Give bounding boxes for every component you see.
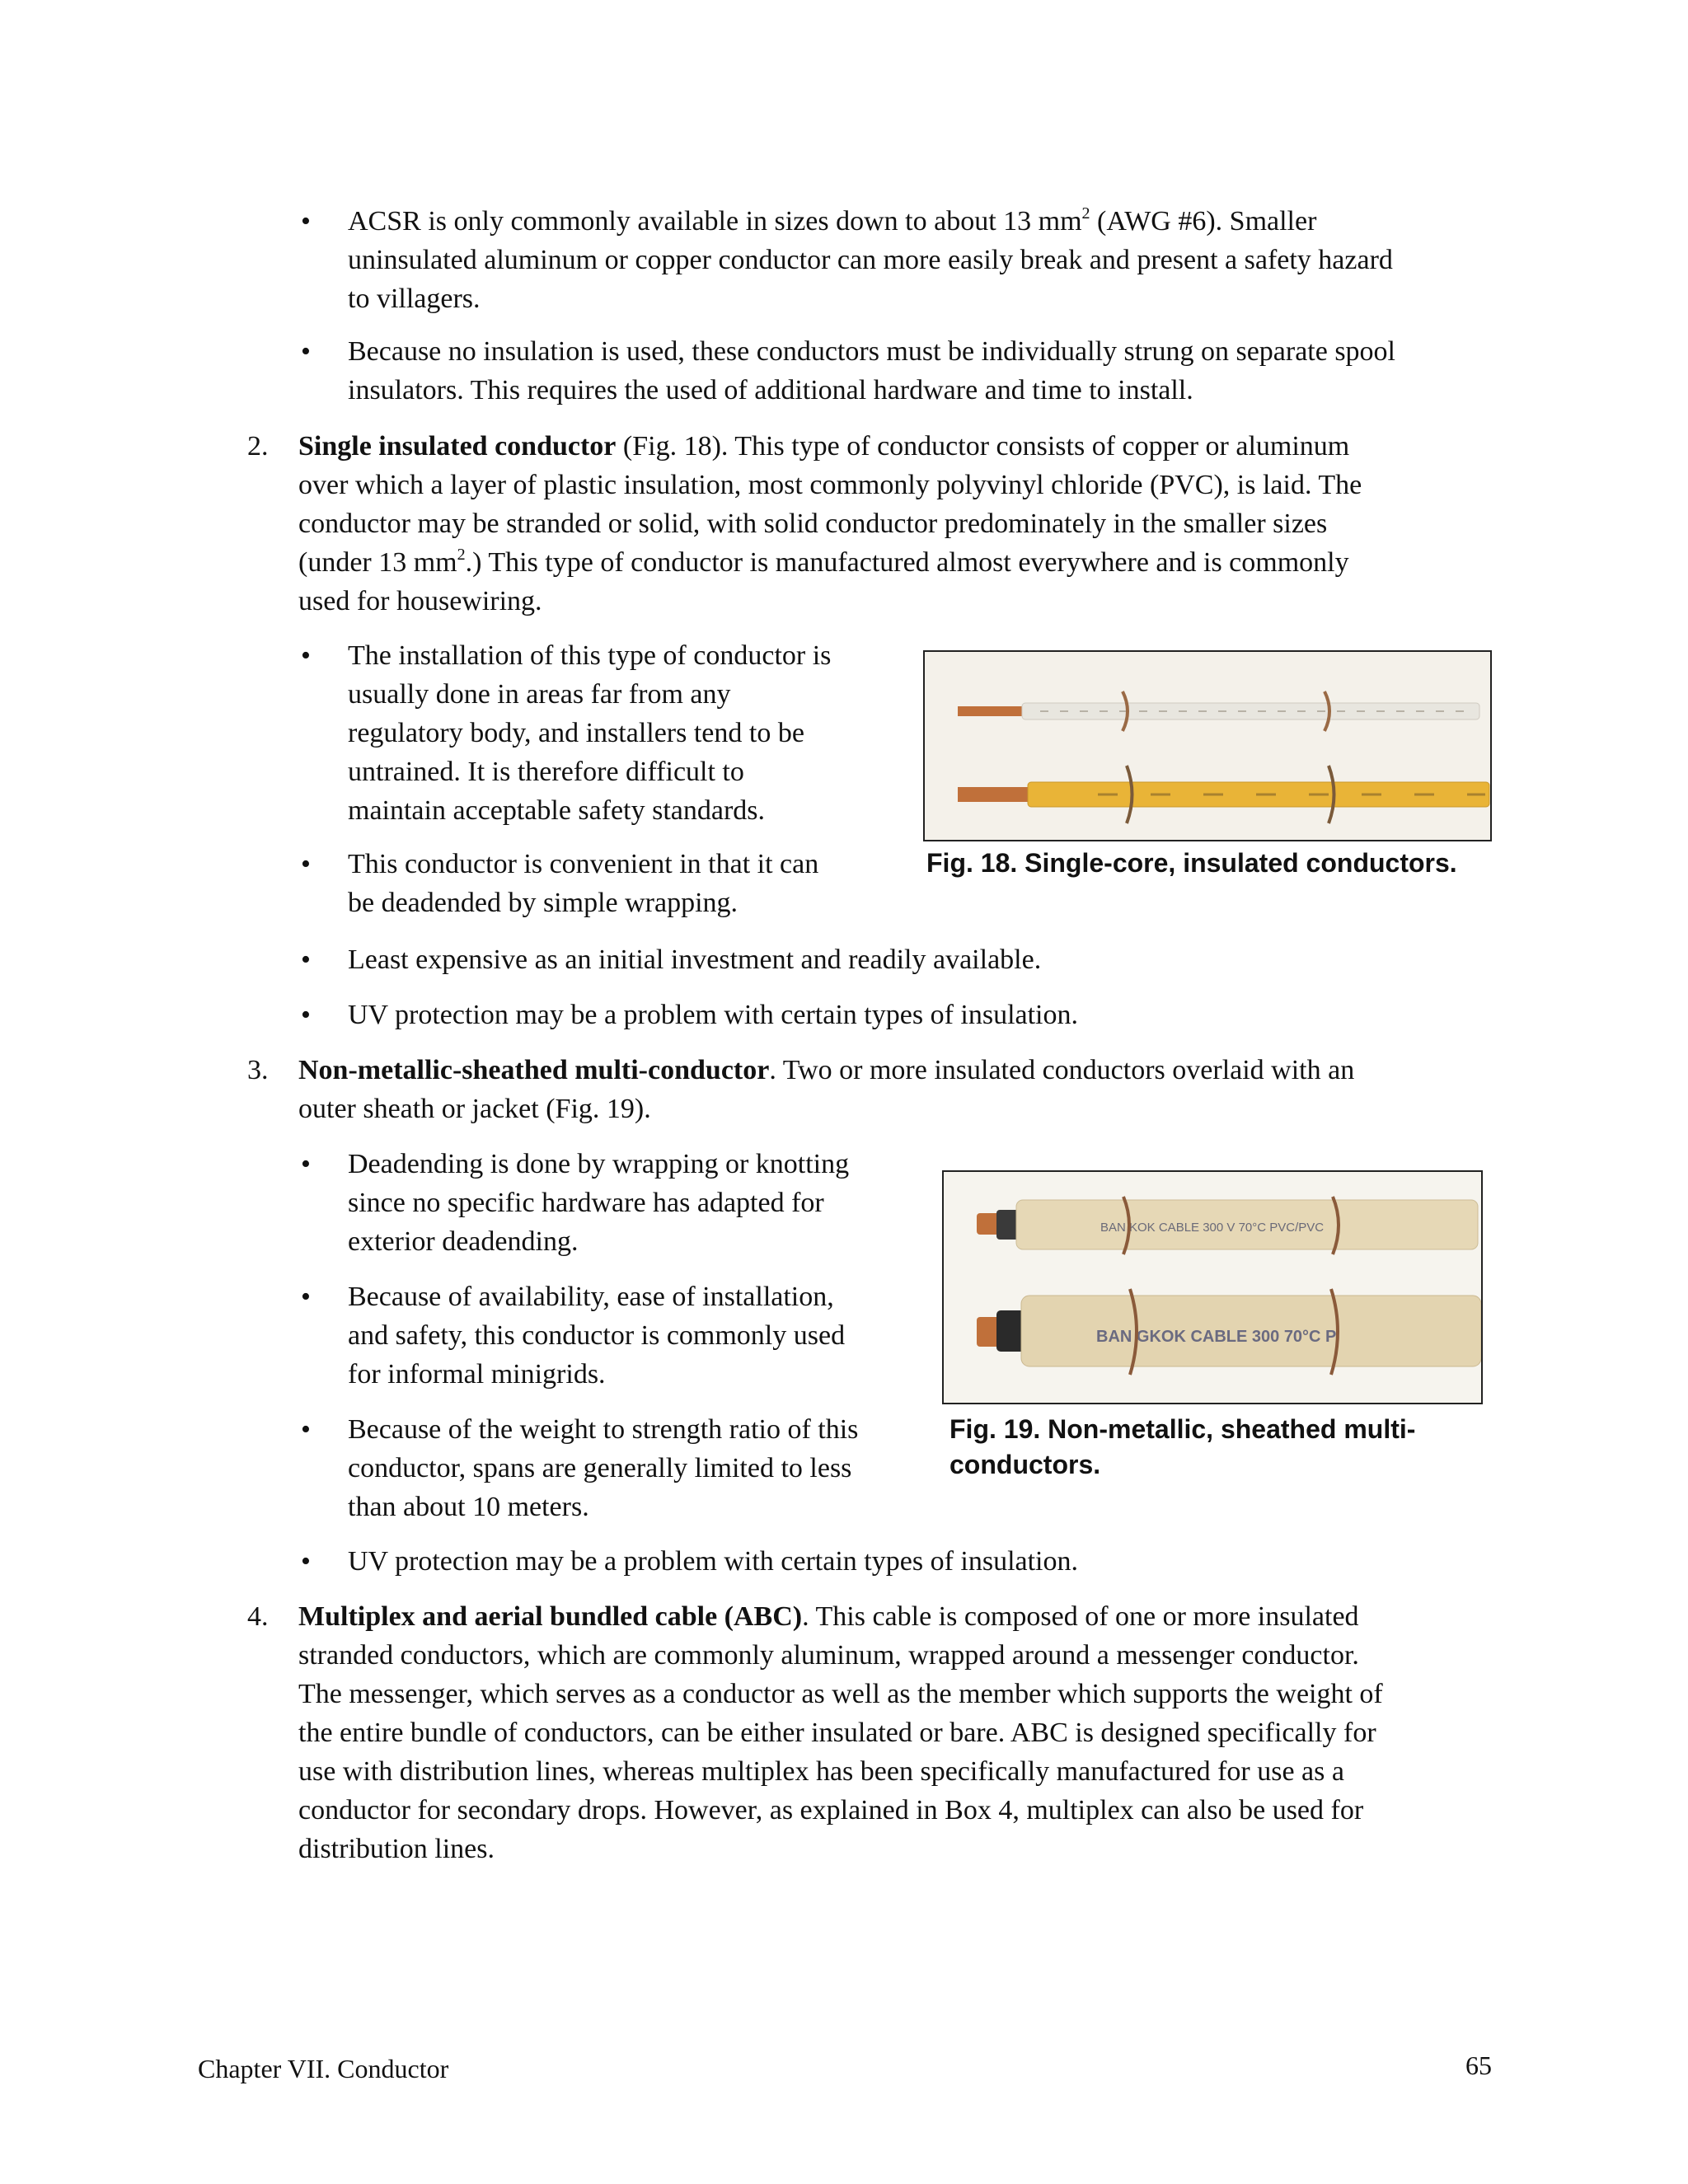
superscript: 2: [1081, 204, 1090, 223]
bullet-uv-1: [301, 996, 1496, 1034]
bullet-text: The installation of this type of conductor is: [348, 640, 832, 671]
item-text: the entire bundle of conductors, can be either insulated or bare. ABC is designed specifically for: [298, 1718, 1376, 1748]
bullet-glyph: •: [301, 206, 311, 237]
bullet-text: UV protection may be a problem with certain types of insulation.: [348, 1546, 1078, 1577]
cable-print-top: BAN KOK CABLE 300 V 70°C PVC/PVC: [1100, 1221, 1325, 1235]
bullet-glyph: •: [301, 1414, 311, 1445]
bullet-least-expensive: [301, 940, 1496, 979]
bullet-glyph: •: [301, 640, 311, 671]
bullet-weight: [301, 1410, 927, 1526]
bullet-text: uninsulated aluminum or copper conductor can more easily break and present a safety hazard: [348, 245, 1393, 275]
item-text: (Fig. 18). This type of conductor consists of copper or aluminum: [616, 431, 1350, 462]
item-text: outer sheath or jacket (Fig. 19).: [298, 1094, 651, 1124]
bullet-glyph: •: [301, 1000, 311, 1030]
item-text: . Two or more insulated conductors overlaid with an: [769, 1055, 1355, 1085]
bullet-text: for informal minigrids.: [348, 1359, 606, 1390]
superscript: 2: [457, 545, 466, 564]
caption-line: Fig. 19. Non-metallic, sheathed multi-: [950, 1414, 1416, 1444]
bullet-glyph: •: [301, 1149, 311, 1179]
bullet-deadending: [301, 1145, 903, 1261]
bullet-acsr: [301, 202, 1496, 318]
bullet-text: Because no insulation is used, these conductors must be individually strung on separate spool: [348, 336, 1395, 367]
list-item-4: [247, 1597, 1500, 1868]
bullet-availability: [301, 1277, 903, 1394]
item-text: . This cable is composed of one or more insulated: [802, 1601, 1359, 1632]
bullet-text: usually done in areas far from any: [348, 679, 731, 710]
item-title: Single insulated conductor: [298, 431, 617, 462]
item-text: over which a layer of plastic insulation, most commonly polyvinyl chloride (PVC), is laid. The: [298, 470, 1362, 500]
bullet-text: conductor, spans are generally limited to less: [348, 1453, 852, 1483]
bullet-no-insulation: [301, 332, 1496, 410]
figure-19-caption: [950, 1412, 1493, 1483]
bullet-text: Deadending is done by wrapping or knotting: [348, 1149, 850, 1179]
figure-19-image: [942, 1170, 1483, 1404]
bullet-installation: [301, 636, 894, 830]
bullet-glyph: •: [301, 336, 311, 367]
item-text: used for housewiring.: [298, 586, 542, 616]
bullet-text: than about 10 meters.: [348, 1492, 589, 1522]
insulated-conductors-photo: [925, 652, 1490, 840]
bullet-text: UV protection may be a problem with certain types of insulation.: [348, 1000, 1078, 1030]
bullet-text: exterior deadending.: [348, 1226, 579, 1257]
bullet-glyph: •: [301, 1546, 311, 1577]
list-number: 4.: [247, 1601, 269, 1632]
item-text: use with distribution lines, whereas multiplex has been specifically manufactured for use as a: [298, 1756, 1344, 1787]
bullet-text: be deadended by simple wrapping.: [348, 888, 738, 918]
caption-line: conductors.: [950, 1450, 1101, 1479]
item-text: The messenger, which serves as a conductor as well as the member which supports the weight of: [298, 1679, 1383, 1709]
bullet-text: Because of the weight to strength ratio of this: [348, 1414, 859, 1445]
bullet-text: untrained. It is therefore difficult to: [348, 757, 744, 787]
list-number: 2.: [247, 431, 269, 462]
footer-page-number: 65: [1465, 2050, 1492, 2080]
item-title: Multiplex and aerial bundled cable (ABC): [298, 1601, 803, 1632]
bullet-text: Because of availability, ease of installation,: [348, 1282, 834, 1312]
bullet-text: regulatory body, and installers tend to be: [348, 718, 804, 748]
sheathed-cable-photo: [944, 1172, 1481, 1403]
bullet-glyph: •: [301, 1282, 311, 1312]
item-text: (under 13 mm: [298, 547, 457, 578]
bullet-uv-2: [301, 1542, 1496, 1581]
bullet-text: to villagers.: [348, 284, 481, 314]
cable-print-bottom: BAN GKOK CABLE 300 70°C P: [1096, 1328, 1337, 1346]
item-text: conductor may be stranded or solid, with solid conductor predominately in the smaller sizes: [298, 509, 1328, 539]
bullet-text: maintain acceptable safety standards.: [348, 795, 765, 826]
list-number: 3.: [247, 1055, 269, 1085]
item-text: stranded conductors, which are commonly aluminum, wrapped around a messenger conductor.: [298, 1640, 1359, 1671]
bullet-deadended: [301, 845, 894, 922]
list-item-3: [247, 1051, 1500, 1128]
footer-chapter: Chapter VII. Conductor: [198, 2054, 449, 2083]
bullet-glyph: •: [301, 849, 311, 879]
bullet-text: since no specific hardware has adapted for: [348, 1188, 824, 1218]
bullet-text: insulators. This requires the used of additional hardware and time to install.: [348, 375, 1193, 405]
item-title: Non-metallic-sheathed multi-conductor: [298, 1055, 770, 1085]
figure-18-caption: Fig. 18. Single-core, insulated conductors.: [926, 848, 1457, 878]
bullet-text: (AWG #6). Smaller: [1090, 206, 1317, 237]
list-item-2: [247, 427, 1500, 621]
bullet-text: Least expensive as an initial investment and readily available.: [348, 944, 1042, 975]
figure-18-image: [923, 650, 1492, 841]
bullet-text: This conductor is convenient in that it can: [348, 849, 819, 879]
item-text: conductor for secondary drops. However, as explained in Box 4, multiplex can also be used for: [298, 1795, 1364, 1825]
bullet-text: and safety, this conductor is commonly used: [348, 1320, 846, 1351]
item-text: distribution lines.: [298, 1834, 495, 1864]
bullet-text: ACSR is only commonly available in sizes down to about 13 mm: [348, 206, 1082, 237]
bullet-glyph: •: [301, 944, 311, 975]
item-text: .) This type of conductor is manufactured almost everywhere and is commonly: [465, 547, 1349, 578]
